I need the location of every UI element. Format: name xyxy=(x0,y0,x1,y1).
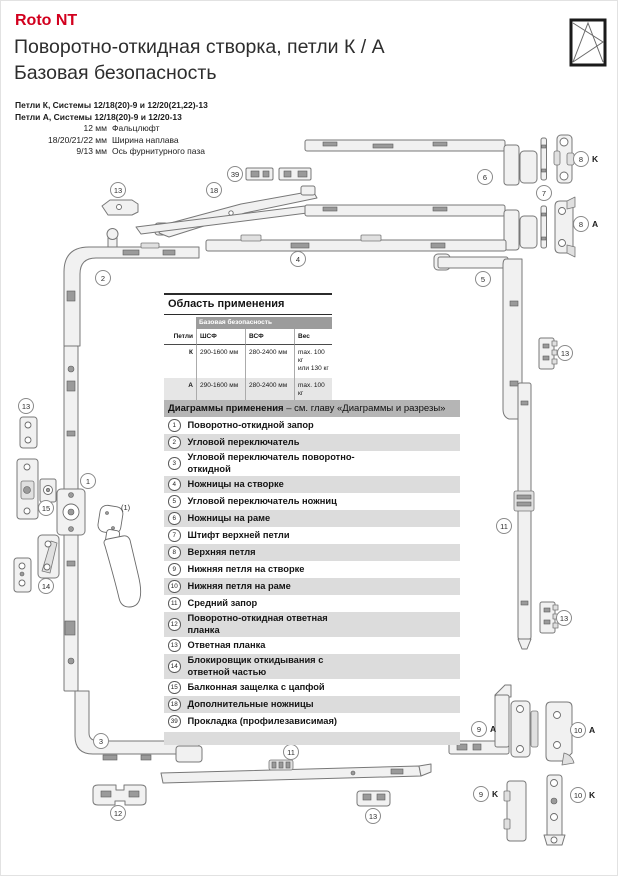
column-header-weight: Вес xyxy=(294,329,332,345)
part-sash-stay-4 xyxy=(206,235,506,251)
callout-4: 4 xyxy=(290,251,306,267)
callout-12: 12 xyxy=(110,805,126,821)
legend-item-2: 2 Угловой переключатель xyxy=(164,434,460,451)
part-espagnolette-1 xyxy=(57,346,85,691)
window-handle xyxy=(97,504,141,607)
part-frame-hinge-10k xyxy=(544,775,565,845)
part-strike-13-bottom xyxy=(357,791,390,806)
callout-1: 1 xyxy=(80,473,96,489)
callout-10a: 10 A xyxy=(570,722,595,738)
callout-9a: 9 A xyxy=(471,721,496,737)
table-span-header: Базовая безопасность xyxy=(196,317,332,329)
part-strike-plate-left xyxy=(17,459,38,519)
part-middle-lock-right-11 xyxy=(514,383,534,649)
legend-item-1: 1 Поворотно-откидной запор xyxy=(164,417,460,434)
callout-3: 3 xyxy=(93,733,109,749)
callout-6: 6 xyxy=(477,169,493,185)
part-gasket-39 xyxy=(246,168,311,180)
callout-14: 14 xyxy=(38,578,54,594)
part-plate-left-lower xyxy=(14,558,31,592)
callout-11-bottom: 11 xyxy=(283,744,299,760)
legend-header: Диаграммы применения – см. главу «Диаграммы и разрезы» xyxy=(164,400,460,417)
part-top-hinge-8k xyxy=(554,135,574,183)
page-title-line2: Базовая безопасность xyxy=(14,62,217,84)
callout-5: 5 xyxy=(475,271,491,287)
part-strike-12 xyxy=(93,785,146,805)
part-middle-lock-bottom-11 xyxy=(161,760,431,783)
legend-item-12: 12 Поворотно-откидная ответная планка xyxy=(164,612,460,637)
row-k-width: 290-1600 мм xyxy=(196,345,245,378)
row-k-hinge: К xyxy=(164,345,196,378)
application-table xyxy=(164,293,332,402)
callout-9k: 9 K xyxy=(473,786,498,802)
spec-hinge-a: Петли А, Системы 12/18(20)-9 и 12/20-13 xyxy=(15,111,182,122)
callout-18: 18 xyxy=(206,182,222,198)
part-top-hinge-8a xyxy=(555,197,575,257)
legend-item-7: 7 Штифт верхней петли xyxy=(164,527,460,544)
legend-item-9: 9 Нижняя петля на створке xyxy=(164,561,460,578)
callout-7: 7 xyxy=(536,185,552,201)
legend-item-11: 11 Средний запор xyxy=(164,595,460,612)
legend-tail-band xyxy=(164,732,460,745)
row-a-width: 290-1600 мм xyxy=(196,378,245,402)
callout-15: 15 xyxy=(38,500,54,516)
table-grid xyxy=(164,315,332,402)
part-balcony-latch-15 xyxy=(40,479,56,502)
callout-2: 2 xyxy=(95,270,111,286)
page-title-line1: Поворотно-откидная створка, петли К / А xyxy=(14,36,385,58)
callout-11-right: 11 xyxy=(496,518,512,534)
callout-13-bottom: 13 xyxy=(365,808,381,824)
part-hinge-pin-7k xyxy=(541,138,547,180)
part-sash-hinge-9k xyxy=(504,781,526,841)
legend-item-3: 3 Угловой переключатель поворотно-откидной xyxy=(164,451,460,476)
callout-13-right-bottom: 13 xyxy=(556,610,572,626)
callout-8a: 8 A xyxy=(573,216,598,232)
row-k-height: 280-2400 мм xyxy=(245,345,294,378)
spec-row: 18/20/21/22 мм Ширина наплава xyxy=(48,134,179,145)
column-header-height: ВСФ xyxy=(245,329,294,345)
legend-item-18: 18 Дополнительные ножницы xyxy=(164,696,460,713)
part-tilt-lock-14 xyxy=(38,535,59,578)
part-strike-13-left xyxy=(20,417,37,448)
callout-39: 39 xyxy=(227,166,243,182)
handle-label: (1) xyxy=(121,503,131,512)
part-frame-scissors-6k xyxy=(305,140,537,185)
callout-13-right-top: 13 xyxy=(557,345,573,361)
brand-logo: Roto NT xyxy=(15,12,78,29)
part-strike-13-top xyxy=(102,200,138,215)
legend-item-4: 4 Ножницы на створке xyxy=(164,476,460,493)
callout-13: 13 xyxy=(110,182,126,198)
spec-row: 9/13 мм Ось фурнитурного паза xyxy=(76,146,206,156)
legend-item-15: 15 Балконная защелка с цапфой xyxy=(164,679,460,696)
part-hinge-pin-7a xyxy=(541,206,547,248)
table-span-spacer xyxy=(164,315,196,328)
legend-item-14: 14 Блокировщик откидывания с ответной частью xyxy=(164,654,460,679)
spec-hinge-k: Петли К, Системы 12/18(20)-9 и 12/20(21,22)-13 xyxy=(15,100,208,110)
callout-8k: 8 K xyxy=(573,151,598,167)
legend xyxy=(164,400,460,745)
legend-item-8: 8 Верхняя петля xyxy=(164,544,460,561)
callout-10k: 10 K xyxy=(570,787,595,803)
part-strike-13-right-top xyxy=(539,338,557,369)
legend-item-10: 10 Нижняя петля на раме xyxy=(164,578,460,595)
column-header-hinges: Петли xyxy=(164,329,196,345)
spec-row: 12 мм Фальцлюфт xyxy=(83,123,160,133)
legend-item-13: 13 Ответная планка xyxy=(164,637,460,654)
table-title: Область применения xyxy=(164,293,332,315)
legend-item-39: 39 Прокладка (профилезависимая) xyxy=(164,713,460,730)
callout-13-left: 13 xyxy=(18,398,34,414)
legend-item-6: 6 Ножницы на раме xyxy=(164,510,460,527)
row-k-weight: max. 100 кг или 130 кг xyxy=(294,345,332,378)
part-additional-scissors-18 xyxy=(136,186,317,237)
row-a-weight: max. 100 кг xyxy=(294,378,332,402)
legend-item-5: 5 Угловой переключатель ножниц xyxy=(164,493,460,510)
column-header-width: ШСФ xyxy=(196,329,245,345)
row-a-hinge: А xyxy=(164,378,196,402)
row-a-height: 280-2400 мм xyxy=(245,378,294,402)
